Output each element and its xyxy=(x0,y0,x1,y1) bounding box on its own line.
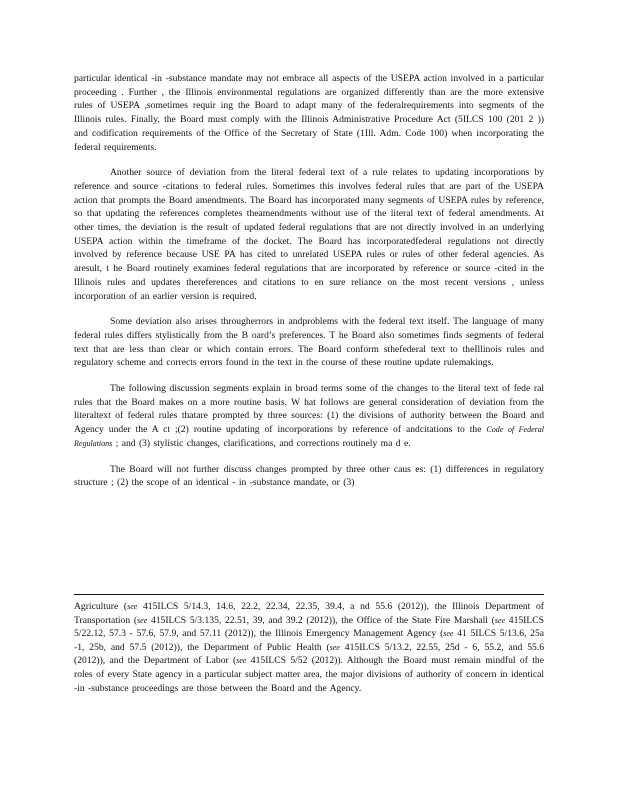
paragraph-1: particular identical -in -substance mandate may not embrace all aspects of the USEPA action involved in a particular proceeding . Further , the Illinois environmental regulations are organized differently than are the more extensive rules of USEPA ,sometimes requir ing the Board to adapt many of the federalrequirements into segments of the Illinois rules. Finally, the Board must comply with the Illinois Administrative Procedure Act (5ILCS 100 (201 2 )) and codification requirements of the Office of the Secretary of State (1Ill. Adm. Code 100) when incorporating the federal requirements. xyxy=(74,73,544,153)
see-signal: see xyxy=(236,656,247,666)
footnote-text: 415ILCS 5/52 (2012)). Although the Board must remain mindful of the roles of every State agency in a particular subject matter area, the major divisions of authority of concern in identical -in -substance proceedings are those between the Board and the Agency. xyxy=(74,655,544,694)
footnote xyxy=(74,600,544,695)
footnote-text: 415ILCS 5/13.2, 22.55, 25d - 6, 55.2, and 55.6 (2012)), and the Department of Labor ( xyxy=(74,641,544,667)
paragraph-2: Another source of deviation from the literal federal text of a rule relates to updating incorporations by reference and source -citations to federal rules. Sometimes this involves federal rules that are part of the USEPA action that prompts the Board amendments. The Board has incorporated many segments of USEPA rules by reference, so that updating the references completes theamendments without use of the literal text of federal amendments. At other times, the deviation is the result of updated federal regulations that are not directly involved in an underlying USEPA action within the timeframe of the docket. The Board has incorporatedfederal regulations not directly involved by reference because USE PA has cited to unrelated USEPA rules or rules of other federal agencies. As aresult, t he Board routinely examines federal regulations that are incorporated by reference or source -cited in the Illinois rules and updates thereferences and citations to en sure reliance on the most recent versions , unless incorporation of an earlier version is required. xyxy=(74,167,544,302)
footnote-text: 415ILCS 5/3.135, 22.51, 39, and 39.2 (2012)), the Office of the State Fire Marshall ( xyxy=(147,614,495,626)
footnote-text: Agriculture ( xyxy=(74,601,128,612)
body-text xyxy=(74,72,544,502)
see-signal: see xyxy=(494,615,506,625)
paragraph-5: The Board will not further discuss changes prompted by three other caus es: (1) differences in regulatory structure ; (2) the scope of an identical - in -substance mandate, or (3) xyxy=(74,463,544,489)
footnote-text: 415ILCS 5/14.3, 14.6, 22.2, 22.34, 22.35, 39.4, a nd 55.6 (2012)), the Illinois Department of Transportation ( xyxy=(74,601,544,626)
cfr-citation: Code of Federal Regulations xyxy=(74,425,544,448)
footnote-text: 415ILCS 5/22.12, 57.3 - 57.6, 57.9, and 57.11 (2012)), the Illinois Emergency Management Agency ( xyxy=(74,614,544,640)
see-signal: see xyxy=(329,642,340,652)
paragraph-4 xyxy=(74,382,544,451)
paragraph-3: Some deviation also arises througherrors in andproblems with the federal text itself. The language of many federal rules differs stylistically from the B oard’s preferences. T he Board also sometimes finds segments of federal text that are less than clear or which contain errors. The Board conform sthefederal text to theIllinois rules and regulatory scheme and corrects errors found in the text in the course of these routine update rulemakings. xyxy=(74,316,544,369)
see-signal: see xyxy=(127,602,138,611)
paragraph-4-text-before: The following discussion segments explain in broad terms some of the changes to the literal text of fede ral rules that the Board makes on a more routine basis. W hat follows are general consideration of deviation from the literaltext of federal rules thatare prompted by three sources: (1) the divisions of authority between the Board and Agency under the A ct ;(2) routine updating of incorporations by reference of andcitations to the xyxy=(74,383,544,436)
paragraph-4-text-after: ; and (3) stylistic changes, clarifications, and corrections routinely ma d e. xyxy=(115,437,411,449)
footnote-divider xyxy=(74,594,544,595)
see-signal: see xyxy=(137,615,148,625)
footnote-text: 41 5ILCS 5/13.6, 25a -1, 25b, and 57.5 (2012)), the Department of Public Health ( xyxy=(74,628,544,653)
see-signal: see xyxy=(443,629,454,639)
